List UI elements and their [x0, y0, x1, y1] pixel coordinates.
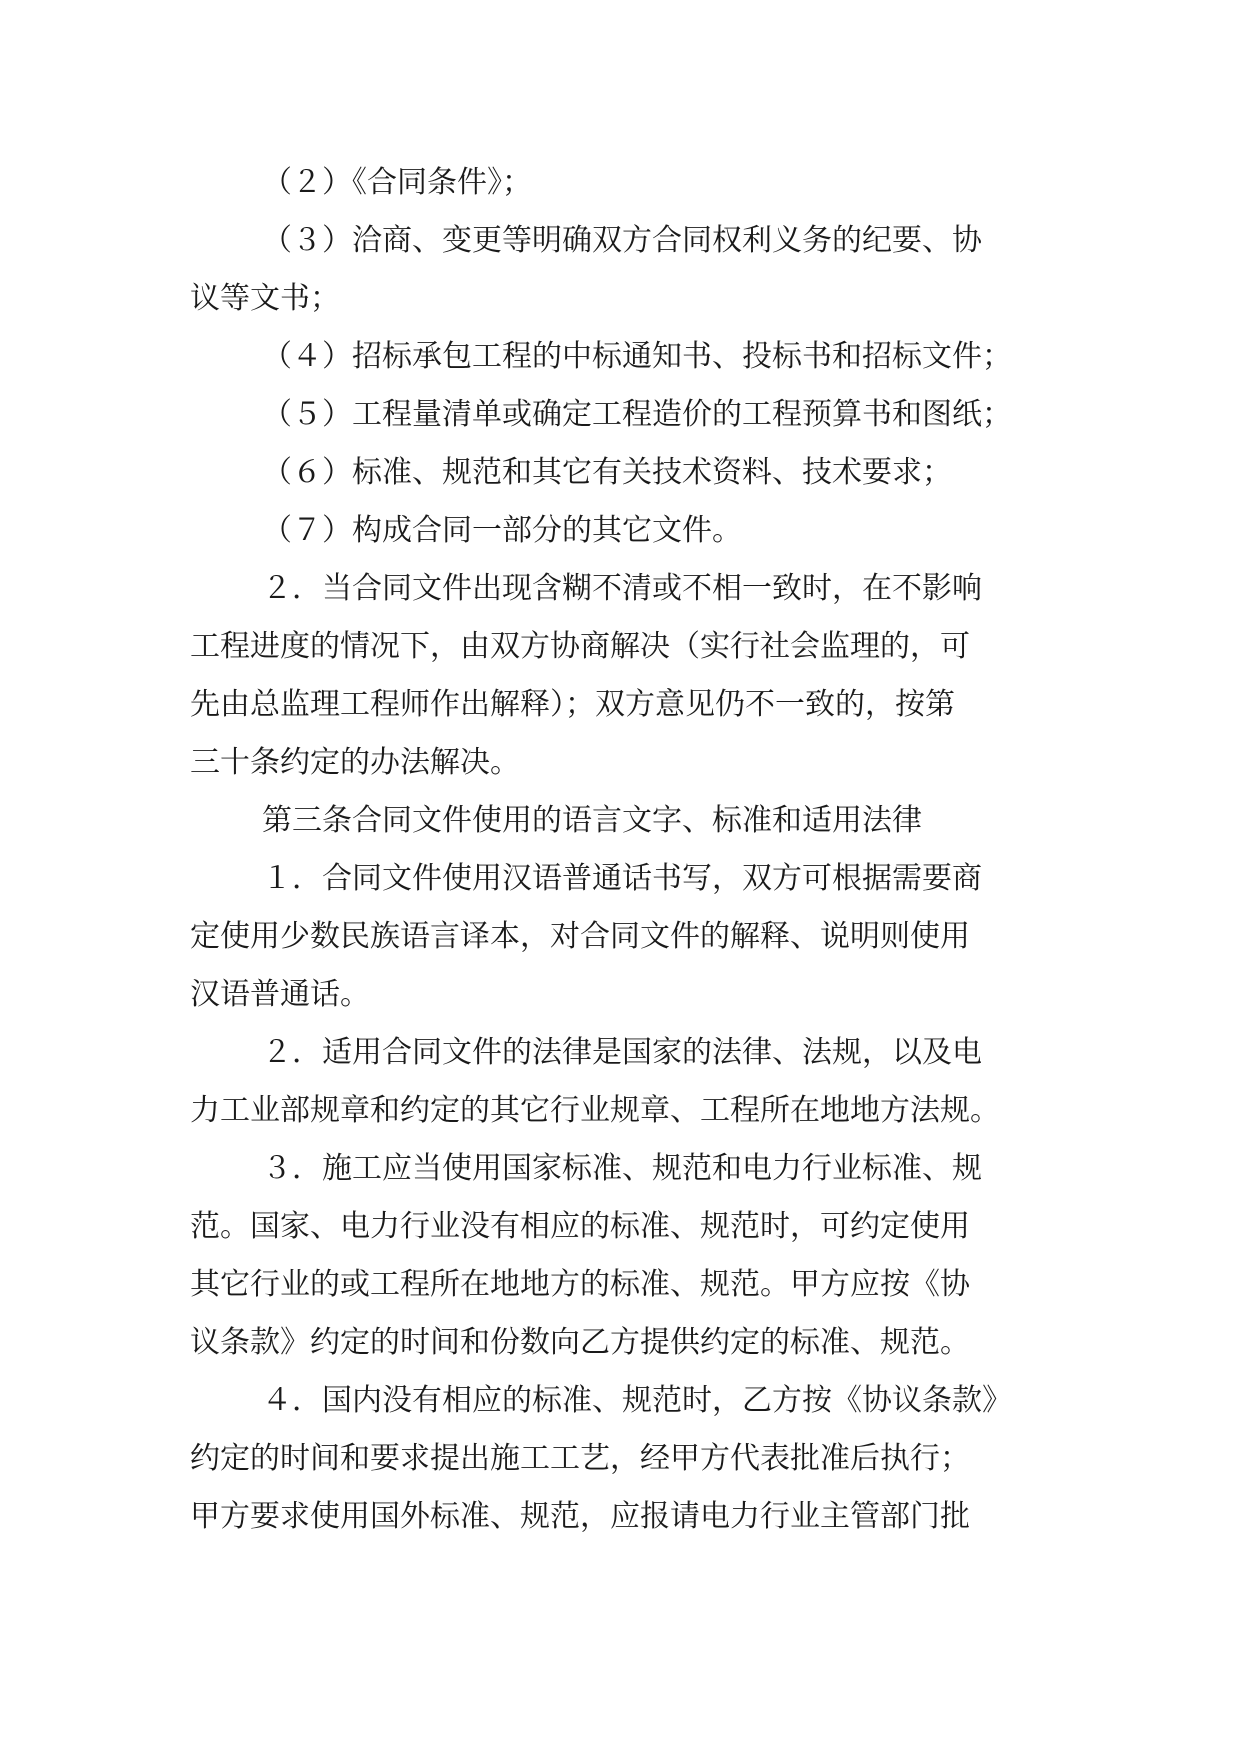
text-line-5: （５）工程量清单或确定工程造价的工程预算书和图纸；: [262, 397, 1012, 432]
text-line-20: 其它行业的或工程所在地地方的标准、规范。甲方应按《协: [190, 1267, 970, 1302]
text-line-14: 定使用少数民族语言译本，对合同文件的解释、说明则使用: [190, 919, 970, 954]
text-line-24: 甲方要求使用国外标准、规范，应报请电力行业主管部门批: [190, 1499, 970, 1534]
text-line-11: 三十条约定的办法解决。: [190, 745, 520, 780]
text-line-4: （４）招标承包工程的中标通知书、投标书和招标文件；: [262, 339, 1012, 374]
text-line-22: ４．国内没有相应的标准、规范时，乙方按《协议条款》: [262, 1383, 1012, 1418]
text-line-15: 汉语普通话。: [190, 977, 370, 1012]
text-line-13: １．合同文件使用汉语普通话书写，双方可根据需要商: [262, 861, 982, 896]
text-line-7: （７）构成合同一部分的其它文件。: [262, 513, 742, 548]
text-line-6: （６）标准、规范和其它有关技术资料、技术要求；: [262, 455, 952, 490]
text-line-3: 议等文书；: [190, 281, 340, 316]
text-line-8: ２．当合同文件出现含糊不清或不相一致时，在不影响: [262, 571, 982, 606]
text-line-2: （３）洽商、变更等明确双方合同权利义务的纪要、协: [262, 223, 982, 258]
text-line-19: 范。国家、电力行业没有相应的标准、规范时，可约定使用: [190, 1209, 970, 1244]
text-line-10: 先由总监理工程师作出解释）；双方意见仍不一致的，按第: [190, 687, 955, 722]
text-line-1: （２）《合同条件》；: [262, 165, 532, 200]
text-line-21: 议条款》约定的时间和份数向乙方提供约定的标准、规范。: [190, 1325, 970, 1360]
section-heading: 第三条合同文件使用的语言文字、标准和适用法律: [262, 803, 922, 838]
text-line-18: ３．施工应当使用国家标准、规范和电力行业标准、规: [262, 1151, 982, 1186]
text-line-16: ２．适用合同文件的法律是国家的法律、法规，以及电: [262, 1035, 982, 1070]
text-line-9: 工程进度的情况下，由双方协商解决（实行社会监理的，可: [190, 629, 970, 664]
text-line-17: 力工业部规章和约定的其它行业规章、工程所在地地方法规。: [190, 1093, 1000, 1128]
text-line-23: 约定的时间和要求提出施工工艺，经甲方代表批准后执行；: [190, 1441, 970, 1476]
